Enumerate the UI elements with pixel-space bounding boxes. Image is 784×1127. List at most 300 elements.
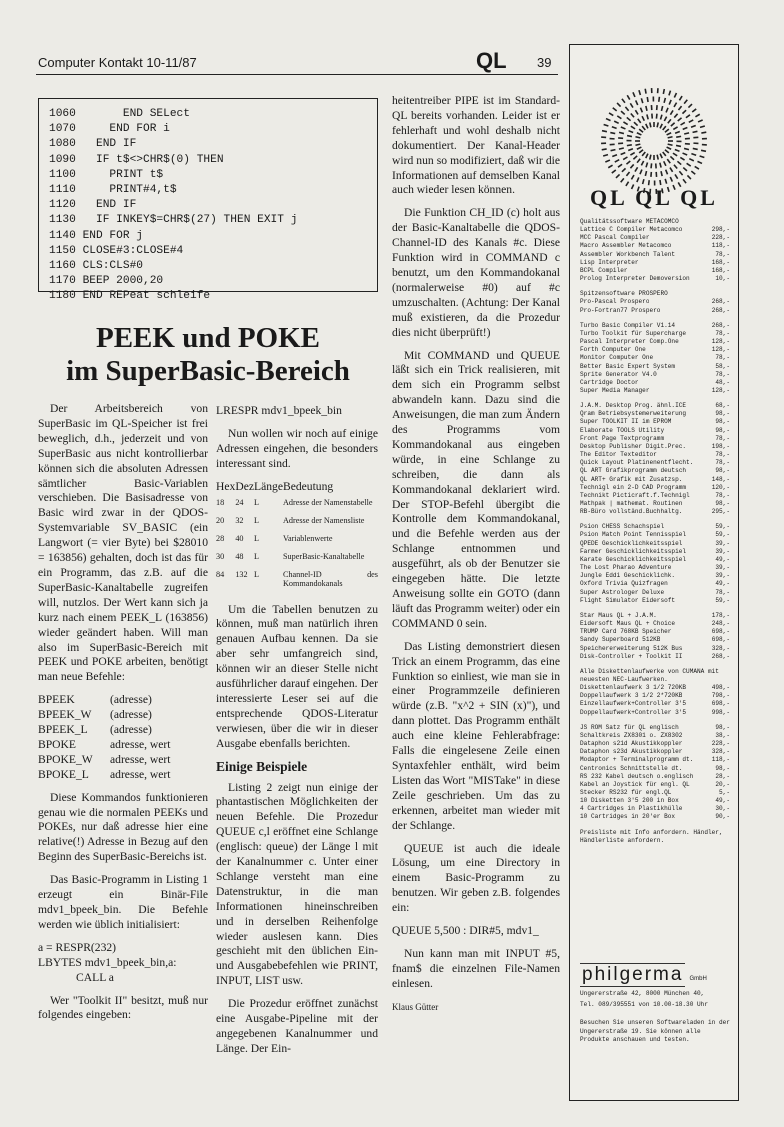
price-group xyxy=(580,724,730,822)
command-row xyxy=(38,723,208,738)
price-row xyxy=(580,267,730,275)
product-name: Forth Computer One xyxy=(580,346,646,354)
paragraph: Nun kann man mit INPUT #5, fnam$ die einzelnen File-Namen einlesen. xyxy=(392,946,560,990)
price-row xyxy=(580,765,730,773)
product-price: 98,- xyxy=(715,467,730,475)
product-price: 78,- xyxy=(715,370,730,378)
product-price: 168,- xyxy=(711,266,730,274)
product-price: 39,- xyxy=(715,547,730,555)
price-row xyxy=(580,492,730,500)
command-name: BPOKE_W xyxy=(38,752,93,766)
product-price: 30,- xyxy=(715,805,730,813)
product-price: 295,- xyxy=(711,508,730,516)
product-price: 39,- xyxy=(715,564,730,572)
product-name: Technikt Picticraft.f.Technigl xyxy=(580,491,690,499)
product-name: Modaptor + Terminalprogramm dt. xyxy=(580,756,694,764)
product-price: 268,- xyxy=(711,298,730,306)
price-row xyxy=(580,740,730,748)
headline-line-2: im SuperBasic-Bereich xyxy=(66,355,350,387)
article-headline xyxy=(38,322,378,388)
table-cell: L xyxy=(254,497,260,507)
product-price: 39,- xyxy=(715,539,730,547)
table-cell: SuperBasic-Kanaltabelle xyxy=(282,551,365,561)
product-name: Cartridge Doctor xyxy=(580,378,639,386)
table-cell: 40 xyxy=(235,533,244,543)
price-row xyxy=(580,467,730,475)
product-price: 168,- xyxy=(711,258,730,266)
price-group xyxy=(580,668,730,717)
product-price: 20,- xyxy=(715,780,730,788)
product-price: 49,- xyxy=(715,555,730,563)
price-row xyxy=(580,330,730,338)
price-row xyxy=(580,645,730,653)
subheading: Einige Beispiele xyxy=(216,758,308,774)
price-row xyxy=(580,548,730,556)
product-price: 78,- xyxy=(715,354,730,362)
price-row xyxy=(580,709,730,717)
product-name: Stecker RS232 für engl.QL xyxy=(580,789,672,796)
table-header-row xyxy=(216,480,378,498)
product-price: 78,- xyxy=(715,250,730,258)
code-line: 1100 PRINT t$ xyxy=(49,168,164,181)
price-row xyxy=(580,564,730,572)
sunburst-logo xyxy=(598,85,710,197)
product-price: 698,- xyxy=(711,700,730,708)
product-price: 68,- xyxy=(715,402,730,410)
product-price: 58,- xyxy=(715,362,730,370)
code-line: CALL a xyxy=(76,970,114,984)
product-name: Dataphon s23d Akustikkoppler xyxy=(580,748,683,756)
product-price: 998,- xyxy=(711,708,730,716)
price-group xyxy=(580,402,730,516)
price-row xyxy=(580,724,730,732)
product-name: Doppellaufwerk 3 1/2 2*720KB xyxy=(580,692,683,700)
code-line: LBYTES mdv1_bpeek_bin,a: xyxy=(38,955,177,969)
product-name: Oxford Trivia Quizfragen xyxy=(580,580,668,588)
table-cell: 48 xyxy=(235,551,244,561)
command-args: (adresse) xyxy=(110,723,152,737)
product-name: Flight Simulator Eidersoft xyxy=(580,596,676,604)
product-name: Psion CHESS Schachspiel xyxy=(580,523,665,531)
product-name: Mathpak | mathemat. Routinen xyxy=(580,500,683,507)
column-header: Dez xyxy=(235,479,254,493)
column-header: Länge xyxy=(254,479,283,493)
product-price: 268,- xyxy=(711,652,730,660)
paragraph: Diese Kommandos funktionieren genau wie die normalen PEEKs und POKEs, nur daß adresse hier eine relative(!) Adresse in Bezug auf den Beginn des SuperBasic-Bereichs ist. xyxy=(38,790,208,864)
product-name: Desktop Publisher Digit.Prec. xyxy=(580,442,687,450)
paragraph: Die Prozedur eröffnet zunächst eine Ausgabe-Pipeline mit der angegebenen Kanalnummer und Länge. Der Ein- xyxy=(216,997,378,1055)
price-row xyxy=(580,371,730,379)
price-row xyxy=(580,580,730,588)
price-row xyxy=(580,500,730,508)
product-price: 118,- xyxy=(711,242,730,250)
product-name: J.A.M. Desktop Prog. ähnl.ICE xyxy=(580,402,687,410)
paragraph: Das Basic-Programm in Listing 1 erzeugt ein Binär-File mdv1_bpeek_bin. Die Befehle werden wie üblich initialisiert: xyxy=(38,873,208,931)
price-row xyxy=(580,628,730,636)
table-cell: 18 xyxy=(216,497,225,507)
price-row xyxy=(580,540,730,548)
article-column-2 xyxy=(216,404,378,1065)
price-row xyxy=(580,346,730,354)
product-name: RB-Büro vollständ.Buchhaltg. xyxy=(580,508,683,516)
code-line: 1090 IF t$<>CHR$(0) THEN xyxy=(49,153,224,166)
command-name: BPEEK_W xyxy=(38,708,92,722)
table-row xyxy=(216,552,378,570)
product-name: Disk-Controller + Toolkit II xyxy=(580,652,683,660)
product-price: 328,- xyxy=(711,644,730,652)
code-line: 1140 END FOR j xyxy=(49,229,143,242)
command-args: adresse, wert xyxy=(110,737,171,751)
product-name: Pro-Fortran77 Prospero xyxy=(580,306,661,314)
price-row xyxy=(580,700,730,708)
paragraph: Nun wollen wir noch auf einige Adressen eingehen, die besonders interessant sind. xyxy=(216,426,378,470)
paragraph: Der Arbeitsbereich von SuperBasic im QL-Speicher ist frei beweglich, d.h., jederzeit und von SuperBasic aus nicht kontrollierbar können sich die absoluten Adressen sämtlicher Basic-Variablen verschieben. Die Basisadresse von Basic wird zwar in der QDOS-Systemvariable SV_BASIC (ein Langwort (= vier Byte) bei $28010 = 163856) gehalten, doch ist das für ein Programm, das z.B. auf die SuperBasic-Kanaltabelle zugreifen will, nutzlos. Der Wert kann sich ja kurz nach einem PEEK_L (163856) wieder geändert haben. Will man also im SuperBasic-Bereich mit PEEK und POKE arbeiten, benötigt man neue Befehle: xyxy=(38,402,208,684)
price-row xyxy=(580,636,730,644)
product-price: 698,- xyxy=(711,628,730,636)
table-cell: L xyxy=(254,569,260,579)
product-price: 268,- xyxy=(711,306,730,314)
product-name: Doppellaufwerk+Controller 3'5 xyxy=(580,708,687,716)
ad-footer xyxy=(580,963,730,1044)
product-name: TRUMP Card 768KB Speicher xyxy=(580,628,672,636)
product-price: 98,- xyxy=(715,418,730,426)
magazine-title: Computer Kontakt 10-11/87 xyxy=(38,55,197,70)
command-args: adresse, wert xyxy=(110,752,171,766)
product-name: Macro Assembler Metacomco xyxy=(580,242,672,250)
price-row xyxy=(580,773,730,781)
table-cell: Channel-ID des Kommandokanals xyxy=(282,569,378,588)
product-name: QL ART Grafikprogramm deutsch xyxy=(580,467,687,475)
product-name: Jungle Eddi Geschicklichk. xyxy=(580,572,676,580)
product-name: Super TOOLKIT II im EPROM xyxy=(580,418,672,426)
code-line: 1060 END SELect xyxy=(49,108,190,120)
command-args: (adresse) xyxy=(110,693,152,707)
price-row xyxy=(580,379,730,387)
code-line: LRESPR mdv1_bpeek_bin xyxy=(216,404,342,417)
product-price: 98,- xyxy=(715,764,730,772)
price-group xyxy=(580,612,730,661)
article-column-3 xyxy=(392,94,560,1015)
price-list xyxy=(580,218,730,853)
price-row xyxy=(580,234,730,242)
price-row xyxy=(580,451,730,459)
price-row xyxy=(580,789,730,797)
code-line: 1070 END FOR i xyxy=(49,123,170,136)
table-row xyxy=(216,570,378,597)
product-name: Kabel an Joystick für engl. QL xyxy=(580,780,690,788)
command-row xyxy=(38,708,208,723)
price-row xyxy=(580,387,730,395)
command-args: adresse, wert xyxy=(110,767,171,781)
paragraph: Das Listing demonstriert diesen Trick an einem Programm, das eine Funktion so einliest, wie man sie in einer Programmzeile definieren würde (z.B. "x^2 + SIN (x)"), und dann plottet. Das Programm enthält auch eine kleine Fehlerabfrage: Falls die eingelesene Zeile einen Syntaxfehler enthält, wird beim Listen das Wort "MISTake" in diese Zeile geschrieben. Um das zu erkennen, arbeitet man wieder mit der Schlange. xyxy=(392,639,560,832)
price-group xyxy=(580,218,730,283)
product-price: 98,- xyxy=(715,723,730,731)
price-row xyxy=(580,322,730,330)
price-row xyxy=(580,597,730,605)
table-cell: 32 xyxy=(235,515,244,525)
price-row xyxy=(580,748,730,756)
product-name: Better Basic Expert System xyxy=(580,362,676,370)
product-name: Eidersoft Maus QL + Choice xyxy=(580,620,676,628)
price-row xyxy=(580,523,730,531)
product-price: 98,- xyxy=(715,410,730,418)
code-line: a = RESPR(232) xyxy=(38,940,117,954)
product-name: Centronics Schnittstelle dt. xyxy=(580,764,683,772)
product-price: 78,- xyxy=(715,588,730,596)
product-price: 328,- xyxy=(711,748,730,756)
author-name: Klaus Gütter xyxy=(392,1001,439,1012)
page-header xyxy=(36,48,558,75)
product-name: Qram Betriebsystemerweiterung xyxy=(580,410,687,418)
product-price: 10,- xyxy=(715,275,730,283)
table-cell: 30 xyxy=(216,551,225,561)
price-row xyxy=(580,307,730,315)
product-price: 128,- xyxy=(711,338,730,346)
code-line: 1120 END IF xyxy=(49,199,137,212)
article-column-1 xyxy=(38,402,208,1031)
product-price: 98,- xyxy=(715,426,730,434)
paragraph: Um die Tabellen benutzen zu können, muß man natürlich ihren genauen Aufbau kennen. Da sie aber sehr umfangreich sind, können wir an dieser Stelle nicht ausführlicher darauf eingehen. Der interessierte Leser sei auf die entsprechende QDOS-Literatur verwiesen, über die wir in dieser Ausgabe ebenfalls berichten. xyxy=(216,602,378,750)
table-cell: L xyxy=(254,515,260,525)
product-price: 128,- xyxy=(711,346,730,354)
code-line: 1130 IF INKEY$=CHR$(27) THEN EXIT j xyxy=(49,214,298,227)
table-row xyxy=(216,534,378,552)
price-row xyxy=(580,797,730,805)
product-name: Pascal Interpreter Comp.One xyxy=(580,338,679,346)
product-name: Lisp Interpreter xyxy=(580,258,639,266)
product-name: Psion Match Point Tennisspiel xyxy=(580,531,687,539)
product-name: Farmer Geschicklichkeitsspiel xyxy=(580,547,687,555)
product-price: 78,- xyxy=(715,434,730,442)
product-price: 178,- xyxy=(711,611,730,619)
paragraph: Listing 2 zeigt nun einige der phantastischen Möglichkeiten der neuen Befehle. Die Prozedur QUEUE c,l eröffnet eine Schlange (englisch: queue) der Länge l mit der Kanalnummer c. Unter einer Schlange versteht man eine Datenstruktur, in die man Informationen hineinschreiben und in derselben Reihenfolge wieder auslesen kann. Dies geschieht mit den üblichen Ein- und Ausgabebefehlen wie PRINT, INPUT, LIST usw. xyxy=(216,780,378,988)
product-name: RS 232 Kabel deutsch o.englisch xyxy=(580,772,694,780)
command-args: (adresse) xyxy=(110,708,152,722)
product-price: 118,- xyxy=(711,756,730,764)
command-row xyxy=(38,693,208,708)
price-row xyxy=(580,508,730,516)
code-line: 1110 PRINT#4,t$ xyxy=(49,184,177,197)
product-name: Sandy Superboard 512KB xyxy=(580,636,661,644)
code-line: 1160 CLS:CLS#0 xyxy=(49,260,143,273)
price-row xyxy=(580,443,730,451)
product-price: 49,- xyxy=(715,797,730,805)
product-price: 59,- xyxy=(715,596,730,604)
shop-note: Besuchen Sie unseren Softwareladen in der Ungererstraße 19. Sie können alle Produkte anschauen und testen. xyxy=(580,1019,730,1043)
price-group xyxy=(580,322,730,395)
table-cell: 20 xyxy=(216,515,225,525)
code-line: 1170 BEEP 2000,20 xyxy=(49,275,164,288)
product-name: The Lost Pharao Adventure xyxy=(580,564,672,572)
price-group-title: Alle Diskettenlaufwerke von CUMANA mit neuesten NEC-Laufwerken. xyxy=(580,667,719,683)
product-price: 248,- xyxy=(711,620,730,628)
product-name: The Editor Texteditor xyxy=(580,451,657,459)
price-row xyxy=(580,684,730,692)
price-row xyxy=(580,781,730,789)
product-name: Turbo Toolkit für Supercharge xyxy=(580,329,687,337)
price-row xyxy=(580,476,730,484)
command-name: BPOKE xyxy=(38,737,77,751)
command-name: BPEEK_L xyxy=(38,723,88,737)
price-row xyxy=(580,226,730,234)
product-price: 98,- xyxy=(715,500,730,507)
price-group xyxy=(580,290,730,314)
price-row xyxy=(580,338,730,346)
company-address: Ungererstraße 42, 8000 München 40, xyxy=(580,990,705,997)
product-price: 228,- xyxy=(711,740,730,748)
advertisement xyxy=(569,44,739,1101)
table-cell: L xyxy=(254,533,260,543)
product-name: Monitor Computer One xyxy=(580,354,654,362)
table-row xyxy=(216,498,378,516)
price-row xyxy=(580,692,730,700)
product-name: Karate Geschicklichkeitsspiel xyxy=(580,555,687,563)
price-row xyxy=(580,612,730,620)
price-row xyxy=(580,251,730,259)
product-name: 10 Disketten 3'5 200 in Box xyxy=(580,797,679,805)
product-name: Assembler Workbench Talent xyxy=(580,250,676,258)
price-group-title: Spitzensoftware PROSPERO xyxy=(580,290,668,298)
product-price: 78,- xyxy=(715,491,730,499)
price-row xyxy=(580,484,730,492)
table-cell: Adresse der Namenstabelle xyxy=(282,497,373,507)
product-name: Sprite Generator V4.0 xyxy=(580,370,657,378)
product-name: Prolog Interpreter Demoversion xyxy=(580,275,690,283)
product-price: 298,- xyxy=(711,226,730,234)
price-row xyxy=(580,653,730,661)
product-name: 4 Cartridges in Plastikhülle xyxy=(580,805,683,813)
product-name: QPEDE Geschicklichkeitsspiel xyxy=(580,539,683,547)
price-row xyxy=(580,572,730,580)
ad-brand-title: QL QL QL xyxy=(590,185,718,210)
product-price: 39,- xyxy=(715,572,730,580)
product-price: 268,- xyxy=(711,321,730,329)
price-row xyxy=(580,556,730,564)
price-row xyxy=(580,259,730,267)
price-row xyxy=(580,756,730,764)
product-price: 90,- xyxy=(715,813,730,821)
product-name: Pro-Pascal Prospero xyxy=(580,298,650,306)
product-price: 38,- xyxy=(715,731,730,739)
product-name: Front Page Textprogramm xyxy=(580,434,665,442)
product-name: Turbo Basic Compiler V1.14 xyxy=(580,321,676,329)
product-price: 49,- xyxy=(715,580,730,588)
price-row xyxy=(580,427,730,435)
product-price: 228,- xyxy=(711,234,730,242)
product-name: Einzellaufwerk+Controller 3'5 xyxy=(580,700,687,708)
product-price: 120,- xyxy=(711,483,730,491)
table-cell: Variablenwerte xyxy=(282,533,333,543)
product-price: 498,- xyxy=(711,684,730,692)
product-price: 78,- xyxy=(715,329,730,337)
product-name: Elaborate TOOLS Utility xyxy=(580,426,665,434)
price-row xyxy=(580,805,730,813)
price-row xyxy=(580,275,730,283)
price-row xyxy=(580,354,730,362)
column-header: Hex xyxy=(216,479,236,493)
code-line: 1080 END IF xyxy=(49,138,137,151)
command-name: BPEEK xyxy=(38,693,75,707)
table-cell: Adresse der Namensliste xyxy=(282,515,365,525)
product-price: 78,- xyxy=(715,451,730,459)
product-price: 59,- xyxy=(715,531,730,539)
price-list-note: Preisliste mit Info anfordern. Händler, Händlerliste anfordern. xyxy=(580,828,723,844)
command-row xyxy=(38,738,208,753)
product-name: Lattice C Compiler Metacomco xyxy=(580,226,683,234)
product-name: MCC Pascal Compiler xyxy=(580,234,650,242)
headline-line-1: PEEK und POKE xyxy=(95,322,320,354)
price-row xyxy=(580,435,730,443)
product-name: Super Astrologer Deluxe xyxy=(580,588,665,596)
price-row xyxy=(580,813,730,821)
price-group-title: Qualitätssoftware METACOMCO xyxy=(580,218,679,225)
product-price: 148,- xyxy=(711,475,730,483)
column-header: Bedeutung xyxy=(282,479,334,493)
paragraph: Wer "Toolkit II" besitzt, muß nur folgendes eingeben: xyxy=(38,993,208,1022)
price-row xyxy=(580,402,730,410)
table-cell: 28 xyxy=(216,533,225,543)
product-name: Super Media Manager xyxy=(580,386,650,394)
product-price: 5,- xyxy=(719,789,730,796)
section-title: QL xyxy=(476,48,507,73)
table-row xyxy=(216,516,378,534)
paragraph: Mit COMMAND und QUEUE läßt sich ein Trick realisieren, mit dem sich ein Programm selbst abwandeln kann. Dazu sind die Anweisungen, die man zum Ändern des Programms vom Kommandokanal aus eingeben würde, in eine Schlange zu schreiben, die dann als Kommandokanal deklariert wird. Der STOP-Befehl übergibt die Kontrolle dem Kommandokanal, und die Befehle werden aus der Schlange entnommen und ausgeführt, als ob der Benutzer sie eingegeben hätte. Die letzte Anweisung sollte ein GOTO (dann läuft das Programm weiter) oder ein COMMAND 0 sein. xyxy=(392,348,560,630)
command-row xyxy=(38,753,208,768)
code-line: 1150 CLOSE#3:CLOSE#4 xyxy=(49,244,184,257)
company-phone: Tel. 089/395551 von 10.00-18.30 Uhr xyxy=(580,1001,708,1009)
product-price: 798,- xyxy=(711,692,730,700)
price-row xyxy=(580,732,730,740)
product-name: Diskettenlaufwerk 3 1/2 720KB xyxy=(580,684,687,692)
product-name: Star Maus QL + J.A.M. xyxy=(580,611,657,619)
product-name: QL ART+ Grafik mit Zusatzsp. xyxy=(580,475,683,483)
product-name: Technigl ein 2-D CAD Programm xyxy=(580,483,687,491)
product-name: JS ROM Satz für QL englisch xyxy=(580,723,679,731)
product-price: 198,- xyxy=(711,442,730,450)
product-price: 28,- xyxy=(715,772,730,780)
table-cell: 132 xyxy=(235,569,248,579)
product-price: 698,- xyxy=(711,636,730,644)
product-name: BCPL Compiler xyxy=(580,266,628,274)
table-cell: 84 xyxy=(216,569,225,579)
product-name: Dataphon s21d Akustikkoppler xyxy=(580,740,683,748)
command-row xyxy=(38,768,208,783)
price-row xyxy=(580,298,730,306)
paragraph: Die Funktion CH_ID (c) holt aus der Basic-Kanaltabelle die QDOS-Channel-ID des Kanals #c. Diese Funktion wird in COMMAND c benutzt, um den Kommandokanal (normalerweise #0) auf #c umzuschalten. (Achtung: Der Kanal muß existieren, da die Prozedur dies nicht überprüft!) xyxy=(392,206,560,339)
price-row xyxy=(580,363,730,371)
paragraph: QUEUE ist auch die ideale Lösung, um eine Directory in einem Basic-Programm zu benutzen. Wir geben z.B. folgendes ein: xyxy=(392,841,560,915)
price-row xyxy=(580,459,730,467)
command-list xyxy=(38,693,208,782)
product-name: Quick Layout Platinenentflecht. xyxy=(580,459,694,467)
product-price: 59,- xyxy=(715,523,730,531)
product-name: Schaltkreis ZX8301 o. ZX8302 xyxy=(580,731,683,739)
table-cell: L xyxy=(254,551,260,561)
company-suffix: GmbH xyxy=(689,976,707,982)
code-listing xyxy=(38,98,378,303)
paragraph: heitentreiber PIPE ist im Standard-QL bereits vorhanden. Leider ist er fehlerhaft und wohl deshalb nicht dokumentiert. Der Kanal-Header wird nun so modifiziert, daß wir die Informationen auf demselben Kanal auch wieder lesen können. xyxy=(392,94,560,197)
price-row xyxy=(580,242,730,250)
product-price: 128,- xyxy=(711,386,730,394)
product-name: 10 Cartridges in 20'er Box xyxy=(580,813,676,821)
product-price: 48,- xyxy=(715,378,730,386)
command-name: BPOKE_L xyxy=(38,767,89,781)
table-cell: 24 xyxy=(235,497,244,507)
price-row xyxy=(580,589,730,597)
address-table xyxy=(216,480,378,597)
product-price: 78,- xyxy=(715,459,730,467)
code-line: 1180 END REPeat schleife xyxy=(49,290,211,303)
